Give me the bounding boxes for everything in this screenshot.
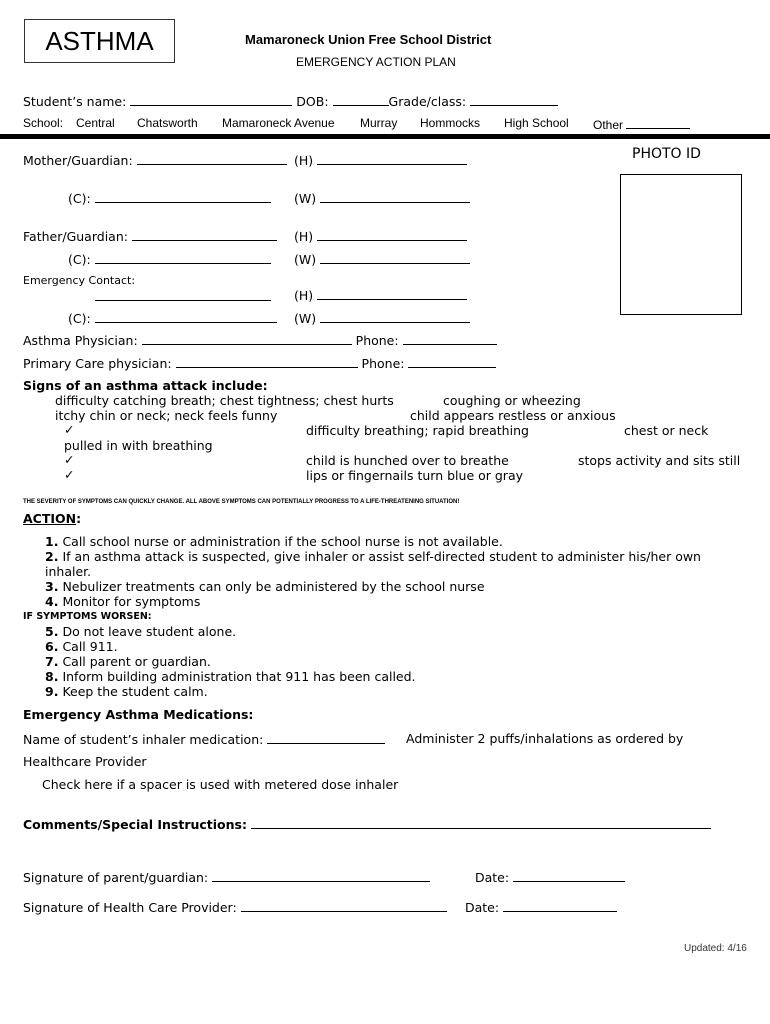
action-step <box>45 534 503 549</box>
checkmark-icon: ✓ <box>64 422 75 437</box>
father-cell-row <box>68 251 271 267</box>
father-cell-field[interactable] <box>95 251 271 264</box>
emergency-name-field[interactable] <box>95 288 271 301</box>
asthma-physician-row <box>23 332 497 348</box>
school-option-murray[interactable]: Murray <box>360 116 398 130</box>
step-number: 7. <box>45 654 59 669</box>
action-heading: ACTION <box>23 511 77 526</box>
photo-id-box[interactable] <box>620 174 742 315</box>
school-label: School: <box>23 116 64 130</box>
emergency-cell-field[interactable] <box>95 310 277 323</box>
parent-date-row <box>475 869 625 885</box>
cell-phone-label: (C): <box>68 252 91 267</box>
action-step <box>45 579 485 594</box>
action-step <box>45 669 416 684</box>
step-number: 3. <box>45 579 59 594</box>
emergency-cell-row <box>68 310 277 326</box>
father-home-field[interactable] <box>317 228 467 241</box>
home-phone-label: (H) <box>294 229 314 244</box>
school-option-chatsworth[interactable]: Chatsworth <box>137 116 198 130</box>
school-option-high-school[interactable]: High School <box>504 116 569 130</box>
sign-text: chest or neck <box>624 423 709 438</box>
action-colon: : <box>76 511 82 526</box>
sign-text: child appears restless or anxious <box>410 408 616 423</box>
school-option-mamaroneck-avenue[interactable]: Mamaroneck Avenue <box>222 116 335 130</box>
step-text: Keep the student calm. <box>62 684 208 699</box>
school-option-hommocks[interactable]: Hommocks <box>420 116 481 130</box>
asthma-physician-field[interactable] <box>142 332 352 345</box>
severity-warning: THE SEVERITY OF SYMPTOMS CAN QUICKLY CHANGE. ALL ABOVE SYMPTOMS CAN POTENTIALLY PROGRESS TO A LIFE-THREATENING SITUATION! <box>23 499 460 505</box>
inhaler-row <box>23 731 385 747</box>
sign-text: pulled in with breathing <box>64 438 213 453</box>
checkmark-icon: ✓ <box>64 452 75 467</box>
phone-label: Phone: <box>355 333 399 348</box>
action-step <box>45 639 118 654</box>
father-row <box>23 228 277 244</box>
other-field[interactable] <box>626 116 690 129</box>
mother-work-field[interactable] <box>320 190 470 203</box>
step-text: Nebulizer treatments can only be administered by the school nurse <box>62 579 485 594</box>
father-home-row <box>294 228 467 244</box>
action-step-continued: inhaler. <box>45 564 92 579</box>
parent-signature-row <box>23 869 430 885</box>
step-text: Do not leave student alone. <box>62 624 237 639</box>
sign-text: child is hunched over to breathe <box>306 453 509 468</box>
emergency-home-row <box>294 287 467 303</box>
provider-signature-row <box>23 899 447 915</box>
primary-physician-field[interactable] <box>176 355 358 368</box>
emergency-work-row <box>294 310 470 326</box>
medications-heading: Emergency Asthma Medications: <box>23 707 254 722</box>
inhaler-label: Name of student’s inhaler medication: <box>23 732 264 747</box>
updated-date: Updated: 4/16 <box>684 943 747 954</box>
student-name-field[interactable] <box>130 93 292 106</box>
sign-text: itchy chin or neck; neck feels funny <box>55 408 278 423</box>
step-number: 6. <box>45 639 59 654</box>
form-title: ASTHMA <box>24 19 175 63</box>
mother-home-field[interactable] <box>317 152 467 165</box>
step-number: 2. <box>45 549 59 564</box>
comments-label: Comments/Special Instructions: <box>23 817 247 832</box>
school-option-other[interactable] <box>593 116 690 132</box>
asthma-physician-label: Asthma Physician: <box>23 333 138 348</box>
grade-label: Grade/class: <box>388 94 467 109</box>
step-number: 8. <box>45 669 59 684</box>
action-heading-row <box>23 511 81 526</box>
father-label: Father/Guardian: <box>23 229 128 244</box>
student-info-row <box>23 93 558 109</box>
grade-field[interactable] <box>470 93 558 106</box>
primary-physician-label: Primary Care physician: <box>23 356 172 371</box>
inhaler-field[interactable] <box>267 731 385 744</box>
administer-text: Administer 2 puffs/inhalations as ordered by <box>406 731 684 746</box>
step-number: 5. <box>45 624 59 639</box>
mother-work-row <box>294 190 470 206</box>
asthma-physician-phone-field[interactable] <box>403 332 497 345</box>
step-text: If an asthma attack is suspected, give inhaler or assist self-directed student to administer his/her own <box>62 549 701 564</box>
mother-name-field[interactable] <box>137 152 287 165</box>
photo-id-label: PHOTO ID <box>632 146 701 162</box>
action-step <box>45 594 200 609</box>
emergency-name-row <box>95 288 271 304</box>
father-name-field[interactable] <box>132 228 277 241</box>
emergency-home-field[interactable] <box>317 287 467 300</box>
checkmark-icon: ✓ <box>64 467 75 482</box>
father-work-row <box>294 251 470 267</box>
action-step <box>45 549 701 564</box>
plan-title: EMERGENCY ACTION PLAN <box>296 55 456 69</box>
action-step <box>45 654 211 669</box>
step-text: Inform building administration that 911 has been called. <box>62 669 416 684</box>
father-work-field[interactable] <box>320 251 470 264</box>
home-phone-label: (H) <box>294 153 314 168</box>
healthcare-provider-text: Healthcare Provider <box>23 754 147 769</box>
sign-text: lips or fingernails turn blue or gray <box>306 468 524 483</box>
provider-date-field[interactable] <box>503 899 617 912</box>
work-phone-label: (W) <box>294 311 317 326</box>
step-number: 4. <box>45 594 59 609</box>
provider-signature-label: Signature of Health Care Provider: <box>23 900 237 915</box>
step-text: Call school nurse or administration if the school nurse is not available. <box>62 534 503 549</box>
provider-signature-field[interactable] <box>241 899 447 912</box>
date-label: Date: <box>465 900 500 915</box>
sign-text: difficulty catching breath; chest tightness; chest hurts <box>55 393 394 408</box>
step-text: Call 911. <box>62 639 118 654</box>
other-label: Other <box>593 118 624 132</box>
student-name-label: Student’s name: <box>23 94 127 109</box>
home-phone-label: (H) <box>294 288 314 303</box>
signs-heading: Signs of an asthma attack include: <box>23 378 268 393</box>
school-option-central[interactable]: Central <box>76 116 115 130</box>
comments-row <box>23 816 711 832</box>
work-phone-label: (W) <box>294 191 317 206</box>
mother-home-row <box>294 152 467 168</box>
primary-physician-row <box>23 355 496 371</box>
primary-physician-phone-field[interactable] <box>408 355 496 368</box>
phone-label: Phone: <box>361 356 405 371</box>
comments-field[interactable] <box>251 816 711 829</box>
worsen-heading: IF SYMPTOMS WORSEN: <box>23 611 152 622</box>
mother-row <box>23 152 287 168</box>
date-label: Date: <box>475 870 510 885</box>
sign-text: difficulty breathing; rapid breathing <box>306 423 529 438</box>
mother-cell-field[interactable] <box>95 190 271 203</box>
work-phone-label: (W) <box>294 252 317 267</box>
step-number: 9. <box>45 684 59 699</box>
provider-date-row <box>465 899 617 915</box>
step-text: Monitor for symptoms <box>62 594 201 609</box>
parent-signature-label: Signature of parent/guardian: <box>23 870 209 885</box>
sign-text: stops activity and sits still <box>578 453 741 468</box>
sign-text: coughing or wheezing <box>443 393 581 408</box>
dob-label: DOB: <box>296 94 329 109</box>
emergency-work-field[interactable] <box>320 310 470 323</box>
emergency-contact-label: Emergency Contact: <box>23 274 136 287</box>
mother-label: Mother/Guardian: <box>23 153 133 168</box>
step-text: Call parent or guardian. <box>62 654 211 669</box>
mother-cell-row <box>68 190 271 206</box>
parent-signature-field[interactable] <box>212 869 430 882</box>
parent-date-field[interactable] <box>513 869 625 882</box>
cell-phone-label: (C): <box>68 311 91 326</box>
step-number: 1. <box>45 534 59 549</box>
action-step <box>45 624 236 639</box>
cell-phone-label: (C): <box>68 191 91 206</box>
dob-field[interactable] <box>333 93 389 106</box>
section-divider <box>0 134 770 139</box>
spacer-checkbox-label[interactable]: Check here if a spacer is used with metered dose inhaler <box>42 777 399 792</box>
district-name: Mamaroneck Union Free School District <box>245 32 492 47</box>
action-step <box>45 684 208 699</box>
